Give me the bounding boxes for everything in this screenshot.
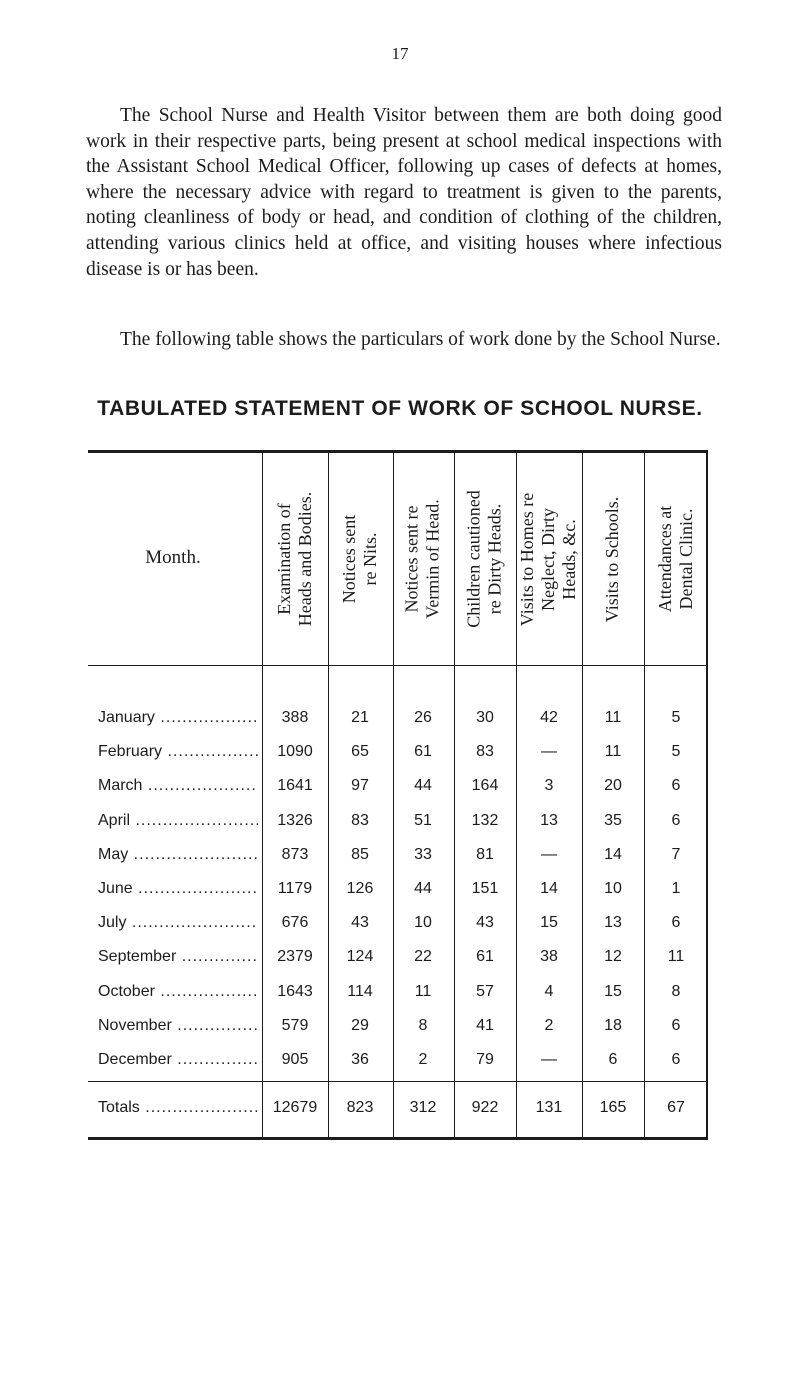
table-cell: 1326 xyxy=(277,811,313,829)
column-header-line: Children cautioned xyxy=(464,490,484,628)
table-cell: 21 xyxy=(351,709,369,726)
table-cell: 79 xyxy=(476,1051,494,1068)
table-cell: 1 xyxy=(671,880,681,897)
column-header xyxy=(646,459,706,659)
table-cell: 8 xyxy=(671,982,681,1000)
column-header-line: Heads and Bodies. xyxy=(295,491,316,627)
table-cell: 18 xyxy=(604,1016,622,1034)
table-cell: 8 xyxy=(418,1016,428,1034)
column-header xyxy=(519,459,579,659)
table-cell: — xyxy=(541,743,557,761)
table-cell: 15 xyxy=(604,982,622,1000)
table-title: TABULATED STATEMENT OF WORK OF SCHOOL NURSE. xyxy=(97,397,703,420)
table-cell: 2 xyxy=(544,1016,554,1034)
table-cell: 5 xyxy=(671,709,681,726)
table-cell: 164 xyxy=(471,777,499,795)
page-number: 17 xyxy=(391,44,409,63)
month-label: May ..... xyxy=(98,846,258,864)
column-header-line: Visits to Schools. xyxy=(602,496,623,622)
column-header-line: Attendances at xyxy=(655,505,676,613)
table-cell: 33 xyxy=(414,845,432,863)
table-cell: — xyxy=(541,1051,557,1068)
column-header xyxy=(455,459,515,659)
table-cell: 1090 xyxy=(277,743,313,761)
table-cell: 51 xyxy=(414,811,432,829)
table-cell: 6 xyxy=(671,777,681,795)
table-cell: 13 xyxy=(540,811,558,829)
intro-paragraph: The School Nurse and Health Visitor between them are both doing good work in their respective parts, being present at school medical inspections with the Assistant School Medical Officer, following up cases of defects at homes, where the necessary advice with regard to treatment is given to the parents, noting cleanliness of body or head, and condition of clothing of the children, attending various clinics held at office, and visiting houses where infectious disease is or has been. xyxy=(86,105,722,280)
column-header-line: Examination of xyxy=(274,503,295,615)
table-cell: 6 xyxy=(671,1016,681,1034)
month-label: January ..... xyxy=(98,709,258,727)
column-header-line: Visits to Homes re xyxy=(517,492,538,626)
table-cell: 15 xyxy=(540,914,558,932)
table-cell: 44 xyxy=(414,880,432,897)
table-row xyxy=(88,846,708,882)
table-cell: 13 xyxy=(604,914,622,932)
table-row xyxy=(88,948,708,984)
month-label: February ..... xyxy=(98,743,258,761)
table-cell: 132 xyxy=(471,811,499,829)
column-header xyxy=(393,459,453,659)
table-cell: 12 xyxy=(604,948,622,966)
table-cell: 42 xyxy=(540,709,558,726)
month-column-header: Month. xyxy=(145,547,201,568)
table-row xyxy=(88,914,708,950)
table-cell: 6 xyxy=(608,1051,618,1068)
column-header-line: Heads, &c. xyxy=(559,518,580,600)
table-cell: 83 xyxy=(476,743,494,761)
table-cell: 1179 xyxy=(277,880,313,897)
table-cell: 30 xyxy=(476,709,494,726)
column-header-line: Vermin of Head. xyxy=(423,499,443,619)
table-cell: 35 xyxy=(604,811,622,829)
table-intro-paragraph: The following table shows the particulars of work done by the School Nurse. xyxy=(120,329,721,350)
month-label: September ..... xyxy=(98,948,258,966)
column-header xyxy=(583,459,643,659)
month-label: July ..... xyxy=(98,914,258,932)
table-cell: 12679 xyxy=(272,1099,318,1116)
table-cell: 81 xyxy=(476,845,494,863)
month-label: Totals ..... xyxy=(98,1099,258,1117)
table-cell: 6 xyxy=(671,1051,681,1068)
table-cell: 38 xyxy=(540,948,558,966)
table-cell: 312 xyxy=(409,1099,437,1116)
month-label: March ..... xyxy=(98,777,258,795)
table-cell: 823 xyxy=(346,1099,374,1116)
column-header-line: Neglect, Dirty xyxy=(538,507,559,611)
table-cell: 20 xyxy=(604,777,622,795)
table-cell: 61 xyxy=(476,948,494,966)
table-cell: 6 xyxy=(671,811,681,829)
column-header-line: Notices sent re xyxy=(402,505,422,613)
table-cell: 922 xyxy=(471,1099,499,1116)
table-cell: 151 xyxy=(471,880,499,897)
table-cell: 29 xyxy=(351,1016,369,1034)
table-cell: 11 xyxy=(604,709,622,726)
table-cell: 5 xyxy=(671,743,681,761)
header-rule xyxy=(88,665,706,666)
table-row xyxy=(88,983,708,1019)
table-cell: 873 xyxy=(281,845,309,863)
table-cell: 83 xyxy=(351,811,369,829)
table-cell: 11 xyxy=(667,948,685,966)
table-cell: 7 xyxy=(671,845,681,863)
table-row xyxy=(88,1017,708,1053)
table-row xyxy=(88,777,708,813)
work-table xyxy=(88,450,708,1140)
table-cell: 4 xyxy=(544,982,554,1000)
table-cell: 579 xyxy=(281,1016,309,1034)
totals-row xyxy=(88,1099,708,1135)
table-cell: 131 xyxy=(535,1099,563,1116)
table-cell: 22 xyxy=(414,948,432,966)
table-row xyxy=(88,880,708,916)
table-cell: 43 xyxy=(476,914,494,932)
table-cell: 676 xyxy=(281,914,309,932)
column-header xyxy=(265,459,325,659)
column-header-line: Notices sent xyxy=(339,514,360,604)
table-cell: 114 xyxy=(347,982,373,1000)
table-cell: 61 xyxy=(414,743,432,761)
table-cell: 14 xyxy=(540,880,558,897)
table-cell: 85 xyxy=(351,845,369,863)
table-cell: 97 xyxy=(351,777,369,795)
table-cell: 2379 xyxy=(277,948,313,966)
table-row xyxy=(88,709,708,745)
table-cell: 41 xyxy=(476,1016,494,1034)
month-label: November ..... xyxy=(98,1017,258,1035)
month-label: April ..... xyxy=(98,812,258,830)
column-header-line: Dental Clinic. xyxy=(676,508,697,610)
table-cell: 905 xyxy=(281,1051,309,1068)
column-header xyxy=(330,459,390,659)
table-cell: 57 xyxy=(476,982,494,1000)
table-cell: 126 xyxy=(346,880,374,897)
table-cell: 3 xyxy=(544,777,554,795)
table-cell: 1643 xyxy=(277,982,313,1000)
column-header-line: re Nits. xyxy=(360,532,381,586)
table-cell: 26 xyxy=(414,709,432,726)
month-label: June ..... xyxy=(98,880,258,898)
table-cell: 165 xyxy=(599,1099,627,1116)
table-cell: 124 xyxy=(346,948,374,966)
table-cell: 11 xyxy=(414,982,432,1000)
table-cell: 67 xyxy=(667,1099,685,1116)
table-cell: 2 xyxy=(418,1051,428,1068)
table-cell: 11 xyxy=(604,743,622,761)
month-label: October ..... xyxy=(98,983,258,1001)
table-cell: 10 xyxy=(414,914,432,932)
table-cell: 6 xyxy=(671,914,681,932)
table-cell: 1641 xyxy=(277,777,313,795)
table-row xyxy=(88,743,708,779)
table-cell: 10 xyxy=(604,880,622,897)
table-cell: 36 xyxy=(351,1051,369,1068)
column-header-line: re Dirty Heads. xyxy=(485,503,505,615)
table-cell: 43 xyxy=(351,914,369,932)
table-cell: — xyxy=(541,845,557,863)
table-cell: 65 xyxy=(351,743,369,761)
table-row xyxy=(88,1051,708,1087)
table-cell: 14 xyxy=(604,845,622,863)
table-cell: 388 xyxy=(281,709,309,726)
table-cell: 44 xyxy=(414,777,432,795)
month-label: December ..... xyxy=(98,1051,258,1069)
table-row xyxy=(88,812,708,848)
